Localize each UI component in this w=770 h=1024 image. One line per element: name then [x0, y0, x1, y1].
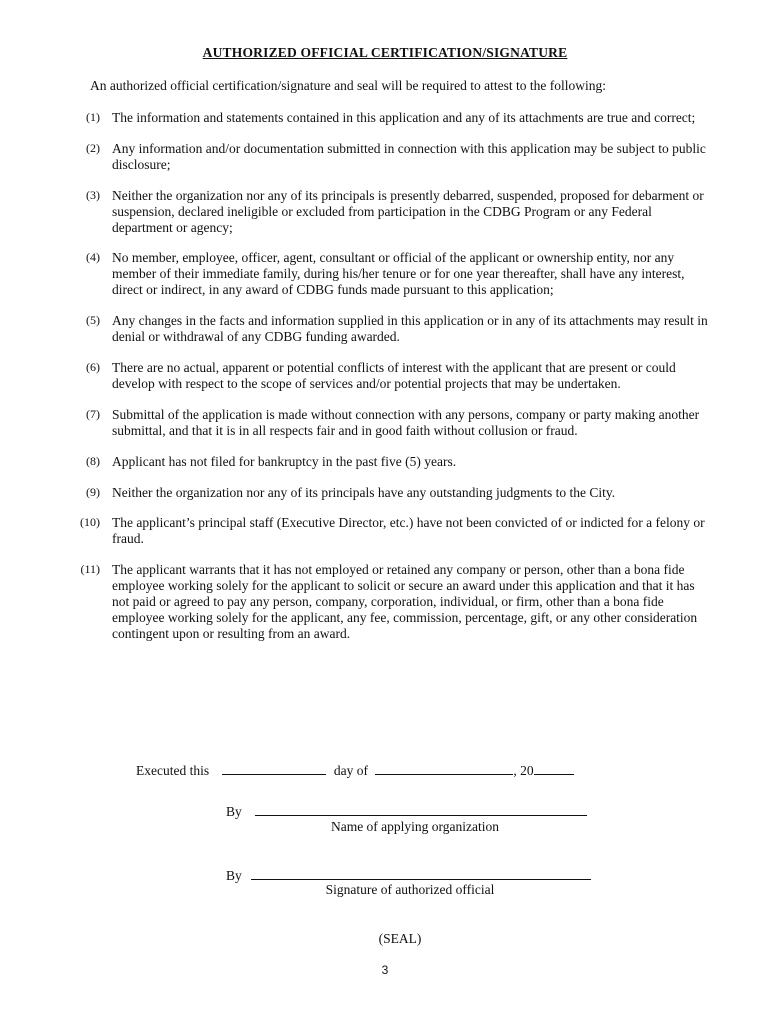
list-item	[0, 313, 770, 345]
month-blank[interactable]	[375, 762, 513, 775]
item-number: (11)	[80, 562, 100, 577]
item-text: Any information and/or documentation submitted in connection with this application may be subject to public disclosure;	[112, 140, 706, 172]
organization-name-blank[interactable]	[255, 803, 587, 816]
item-number: (5)	[86, 313, 100, 328]
list-item	[0, 360, 770, 392]
item-number: (6)	[86, 359, 100, 374]
item-number: (7)	[86, 406, 100, 421]
seal-label: (SEAL)	[378, 931, 422, 946]
item-number: (2)	[86, 140, 100, 155]
year-prefix: , 20	[513, 763, 534, 778]
item-number: (1)	[86, 110, 100, 124]
executed-prefix: Executed this	[136, 763, 210, 778]
item-number: (9)	[86, 484, 100, 499]
list-item	[0, 515, 770, 547]
item-number: (3)	[86, 187, 100, 202]
list-item	[0, 110, 770, 126]
item-number: (10)	[80, 515, 100, 530]
organization-name-caption: Name of applying organization	[330, 819, 500, 834]
item-text: Any changes in the facts and information supplied in this application or in any of its attachments may result in denial or withdrawal of any CDBG funding awarded.	[112, 313, 708, 345]
signature-caption: Signature of authorized official	[325, 882, 495, 897]
item-text: There are no actual, apparent or potential conflicts of interest with the applicant that are present or could develop with respect to the scope of services and/or potential projects that may be undertaken.	[112, 359, 676, 391]
year-blank[interactable]	[534, 762, 574, 775]
item-text: Submittal of the application is made without connection with any persons, company or party making another submittal, and that it is in all respects fair and in good faith without collusion or fraud.	[112, 406, 700, 438]
day-blank[interactable]	[222, 762, 326, 775]
item-text: Neither the organization nor any of its principals have any outstanding judgments to the City.	[112, 484, 616, 500]
page-number: 3	[381, 963, 389, 977]
list-item	[0, 454, 770, 470]
by-line-organization	[226, 803, 587, 820]
item-text: Neither the organization nor any of its principals is presently debarred, suspended, proposed for debarment or suspension, declared ineligible or excluded from participation in the CDBG Program or any Federal department or agency;	[112, 187, 704, 235]
item-text: No member, employee, officer, agent, consultant or official of the applicant or ownership entity, nor any member of their immediate family, during his/her tenure or for one year thereafter, shall have any interest, direct or indirect, in any award of CDBG funds made pursuant to this application;	[112, 250, 685, 298]
page-title: AUTHORIZED OFFICIAL CERTIFICATION/SIGNATURE	[202, 45, 568, 60]
item-text: The applicant’s principal staff (Executive Director, etc.) have not been convicted of or indicted for a felony or fraud.	[112, 515, 705, 547]
by-label: By	[226, 868, 242, 883]
item-text: The information and statements contained in this application and any of its attachments are true and correct;	[112, 110, 696, 125]
item-number: (8)	[86, 453, 100, 468]
list-item	[0, 188, 770, 236]
list-item	[0, 407, 770, 439]
item-text: Applicant has not filed for bankruptcy in the past five (5) years.	[112, 453, 457, 469]
list-item	[0, 250, 770, 298]
list-item	[0, 141, 770, 173]
list-item	[0, 562, 770, 642]
signature-blank[interactable]	[251, 867, 591, 880]
intro-text: An authorized official certification/signature and seal will be required to attest to the following:	[90, 78, 606, 93]
item-number: (4)	[86, 250, 100, 265]
list-item	[0, 485, 770, 501]
by-label: By	[226, 804, 242, 819]
certification-list	[0, 110, 770, 657]
item-text: The applicant warrants that it has not employed or retained any company or person, other than a bona fide employee working solely for the applicant to solicit or secure an award under this application and that it has not paid or agreed to pay any person, company, corporation, individual, or firm, other than a bona fide employee working solely for the applicant, any fee, commission, percentage, gift, or any other consideration contingent upon or resulting from an award.	[112, 562, 698, 641]
executed-line	[136, 762, 574, 779]
day-of-label: day of	[333, 763, 368, 778]
